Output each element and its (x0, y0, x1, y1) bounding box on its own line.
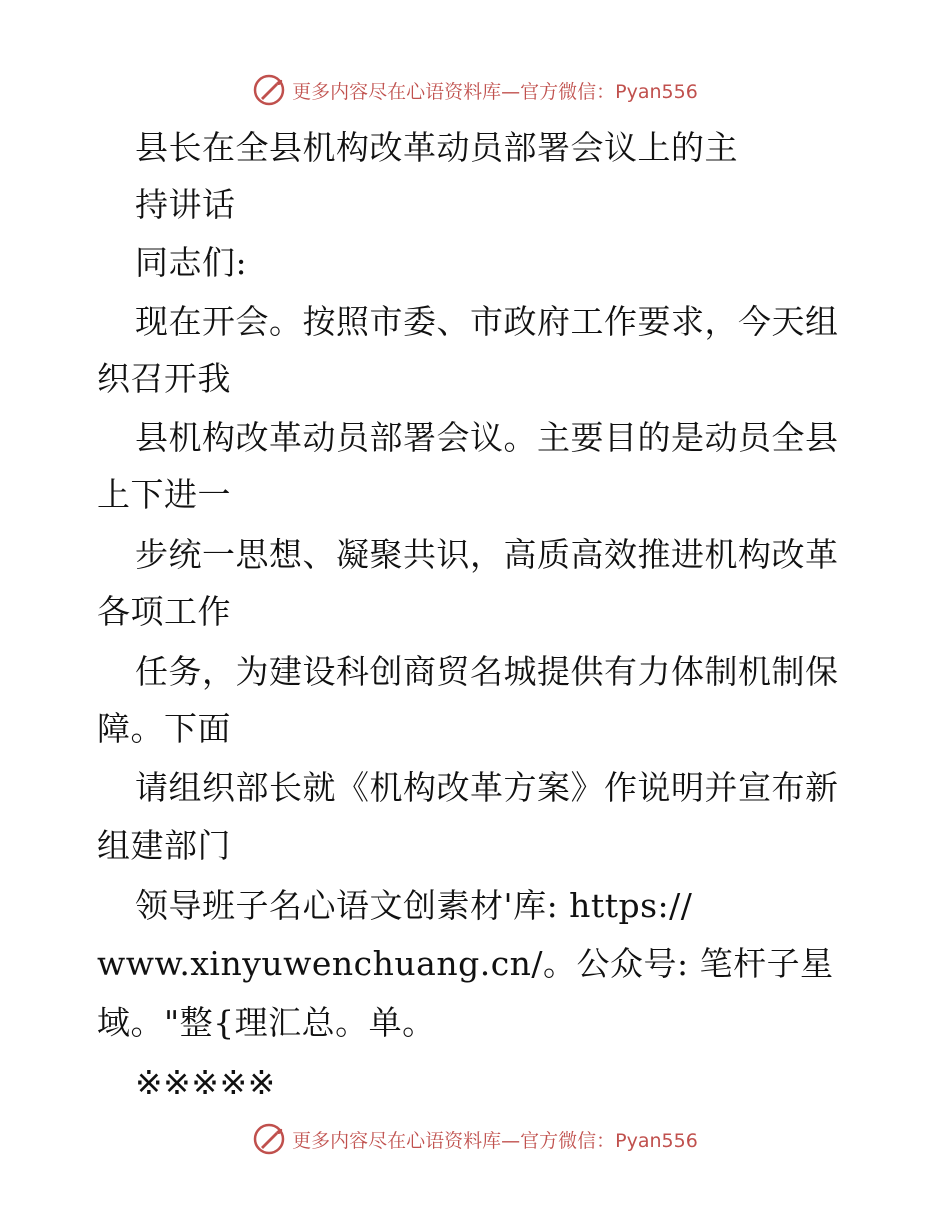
closing-marks: ※※※※※ (135, 1063, 276, 1102)
watermark-text: 更多内容尽在心语资料库—官方微信：Pyan556 (292, 1129, 698, 1152)
body-line: 织召开我 (97, 359, 231, 398)
quill-logo-icon (252, 73, 286, 107)
body-line: www.xinyuwenchuang.cn/。公众号: 笔杆子星 (97, 944, 834, 983)
body-line: 领导班子名心语文创素材'库: https:// (135, 886, 693, 925)
salutation: 同志们: (135, 243, 248, 282)
watermark-text: 更多内容尽在心语资料库—官方微信：Pyan556 (292, 80, 698, 103)
quill-logo-icon (252, 1122, 286, 1156)
body-line: 现在开会。按照市委、市政府工作要求，今天组 (135, 302, 839, 341)
body-line: 组建部门 (97, 826, 231, 865)
body-line: 步统一思想、凝聚共识，高质高效推进机构改革 (135, 535, 839, 574)
top-watermark-banner (0, 70, 950, 110)
body-line: 各项工作 (97, 592, 231, 631)
body-line: 上下进一 (97, 475, 231, 514)
body-line: 请组织部长就《机构改革方案》作说明并宣布新 (135, 768, 839, 807)
document-title-line-1: 县长在全县机构改革动员部署会议上的主 (135, 128, 738, 167)
body-line: 障。下面 (97, 709, 231, 748)
body-line: 域。"整{理汇总。单。 (97, 1003, 436, 1042)
body-line: 县机构改革动员部署会议。主要目的是动员全县 (135, 418, 839, 457)
document-title-line-2: 持讲话 (135, 185, 236, 224)
body-line: 任务，为建设科创商贸名城提供有力体制机制保 (135, 652, 839, 691)
bottom-watermark-banner (0, 1119, 950, 1159)
